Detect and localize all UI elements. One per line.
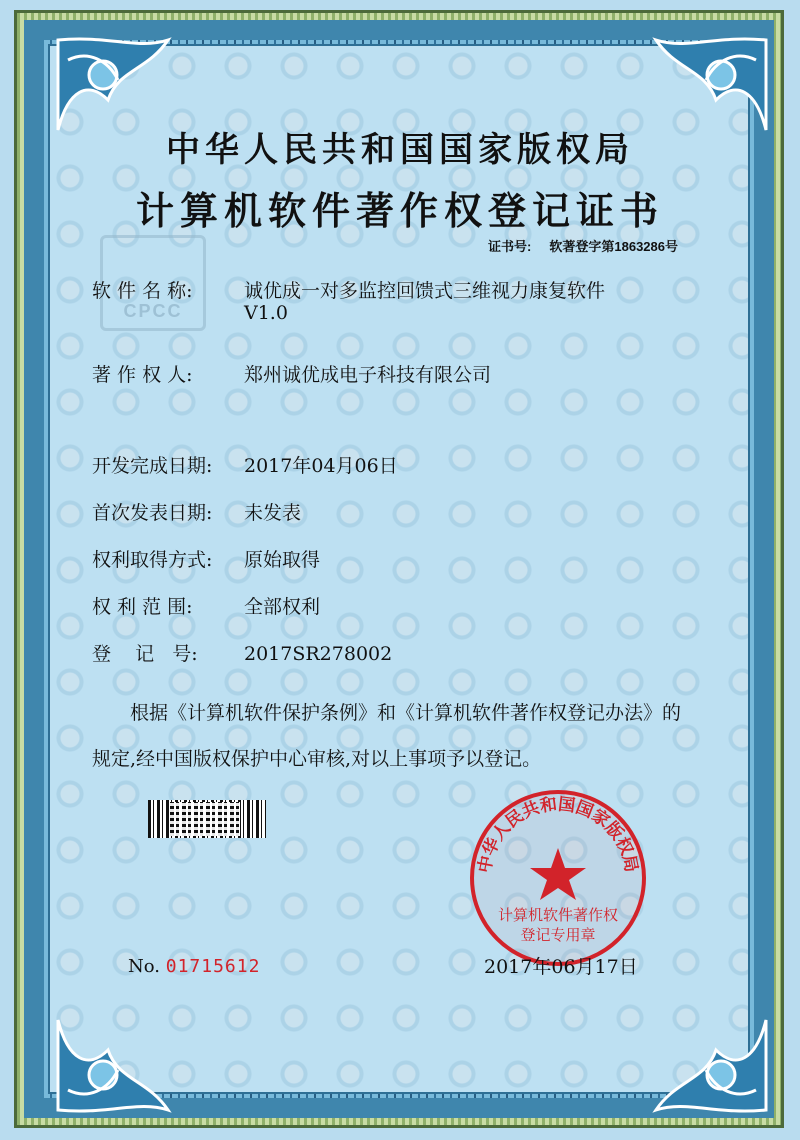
seal-center-line-2: 登记专用章 — [520, 926, 596, 944]
field-value: 郑州诚优成电子科技有限公司 — [244, 364, 492, 386]
corner-ornament-icon — [48, 1000, 198, 1120]
field-value: V1.0 — [244, 302, 288, 324]
field-value: 诚优成一对多监控回馈式三维视力康复软件 — [244, 280, 606, 302]
field-value: 全部权利 — [244, 596, 321, 618]
field-rights-scope — [92, 592, 320, 619]
field-completion-date — [92, 451, 398, 478]
barcode-icon — [148, 800, 266, 838]
field-software-name — [92, 276, 605, 303]
certificate-number-label: 证书号: — [488, 239, 532, 254]
statement-line-1: 根据《计算机软件保护条例》和《计算机软件著作权登记办法》的 — [130, 702, 682, 724]
statement-line-2: 规定,经中国版权保护中心审核,对以上事项予以登记。 — [92, 748, 542, 770]
issuing-authority-title: 中华人民共和国国家版权局 — [166, 130, 634, 170]
issue-date: 2017年06月17日 — [484, 956, 638, 978]
field-software-version — [244, 302, 288, 324]
serial-prefix: No. — [128, 956, 160, 977]
field-label: 开发完成日期: — [92, 455, 213, 477]
field-value: 2017年04月06日 — [244, 455, 398, 477]
certificate-title: 计算机软件著作权登记证书 — [135, 188, 664, 233]
field-copyright-holder — [92, 360, 491, 387]
field-first-publication-date — [92, 498, 301, 525]
official-seal — [468, 788, 648, 968]
field-label: 权 利 范 围: — [92, 596, 193, 618]
field-label: 著 作 权 人: — [92, 364, 193, 386]
certificate-number — [488, 236, 678, 255]
field-value: 原始取得 — [244, 549, 321, 571]
field-label: 权利取得方式: — [92, 549, 213, 571]
certificate-number-value: 软著登字第1863286号 — [549, 239, 678, 254]
serial-number — [128, 956, 260, 977]
field-value: 2017SR278002 — [244, 643, 393, 665]
field-registration-number — [92, 639, 392, 666]
field-rights-acquisition — [92, 545, 320, 572]
field-label: 登 记 号: — [92, 643, 198, 665]
field-label: 首次发表日期: — [92, 502, 213, 524]
seal-ring-text: 中华人民共和国国家版权局 — [474, 794, 642, 875]
seal-center-line-1: 计算机软件著作权 — [497, 906, 619, 924]
field-label: 软 件 名 称: — [92, 280, 193, 302]
serial-value: 01715612 — [165, 956, 261, 977]
cpcc-watermark-logo: CPCC — [100, 235, 206, 331]
field-value: 未发表 — [244, 502, 302, 524]
corner-ornament-icon — [626, 1000, 776, 1120]
